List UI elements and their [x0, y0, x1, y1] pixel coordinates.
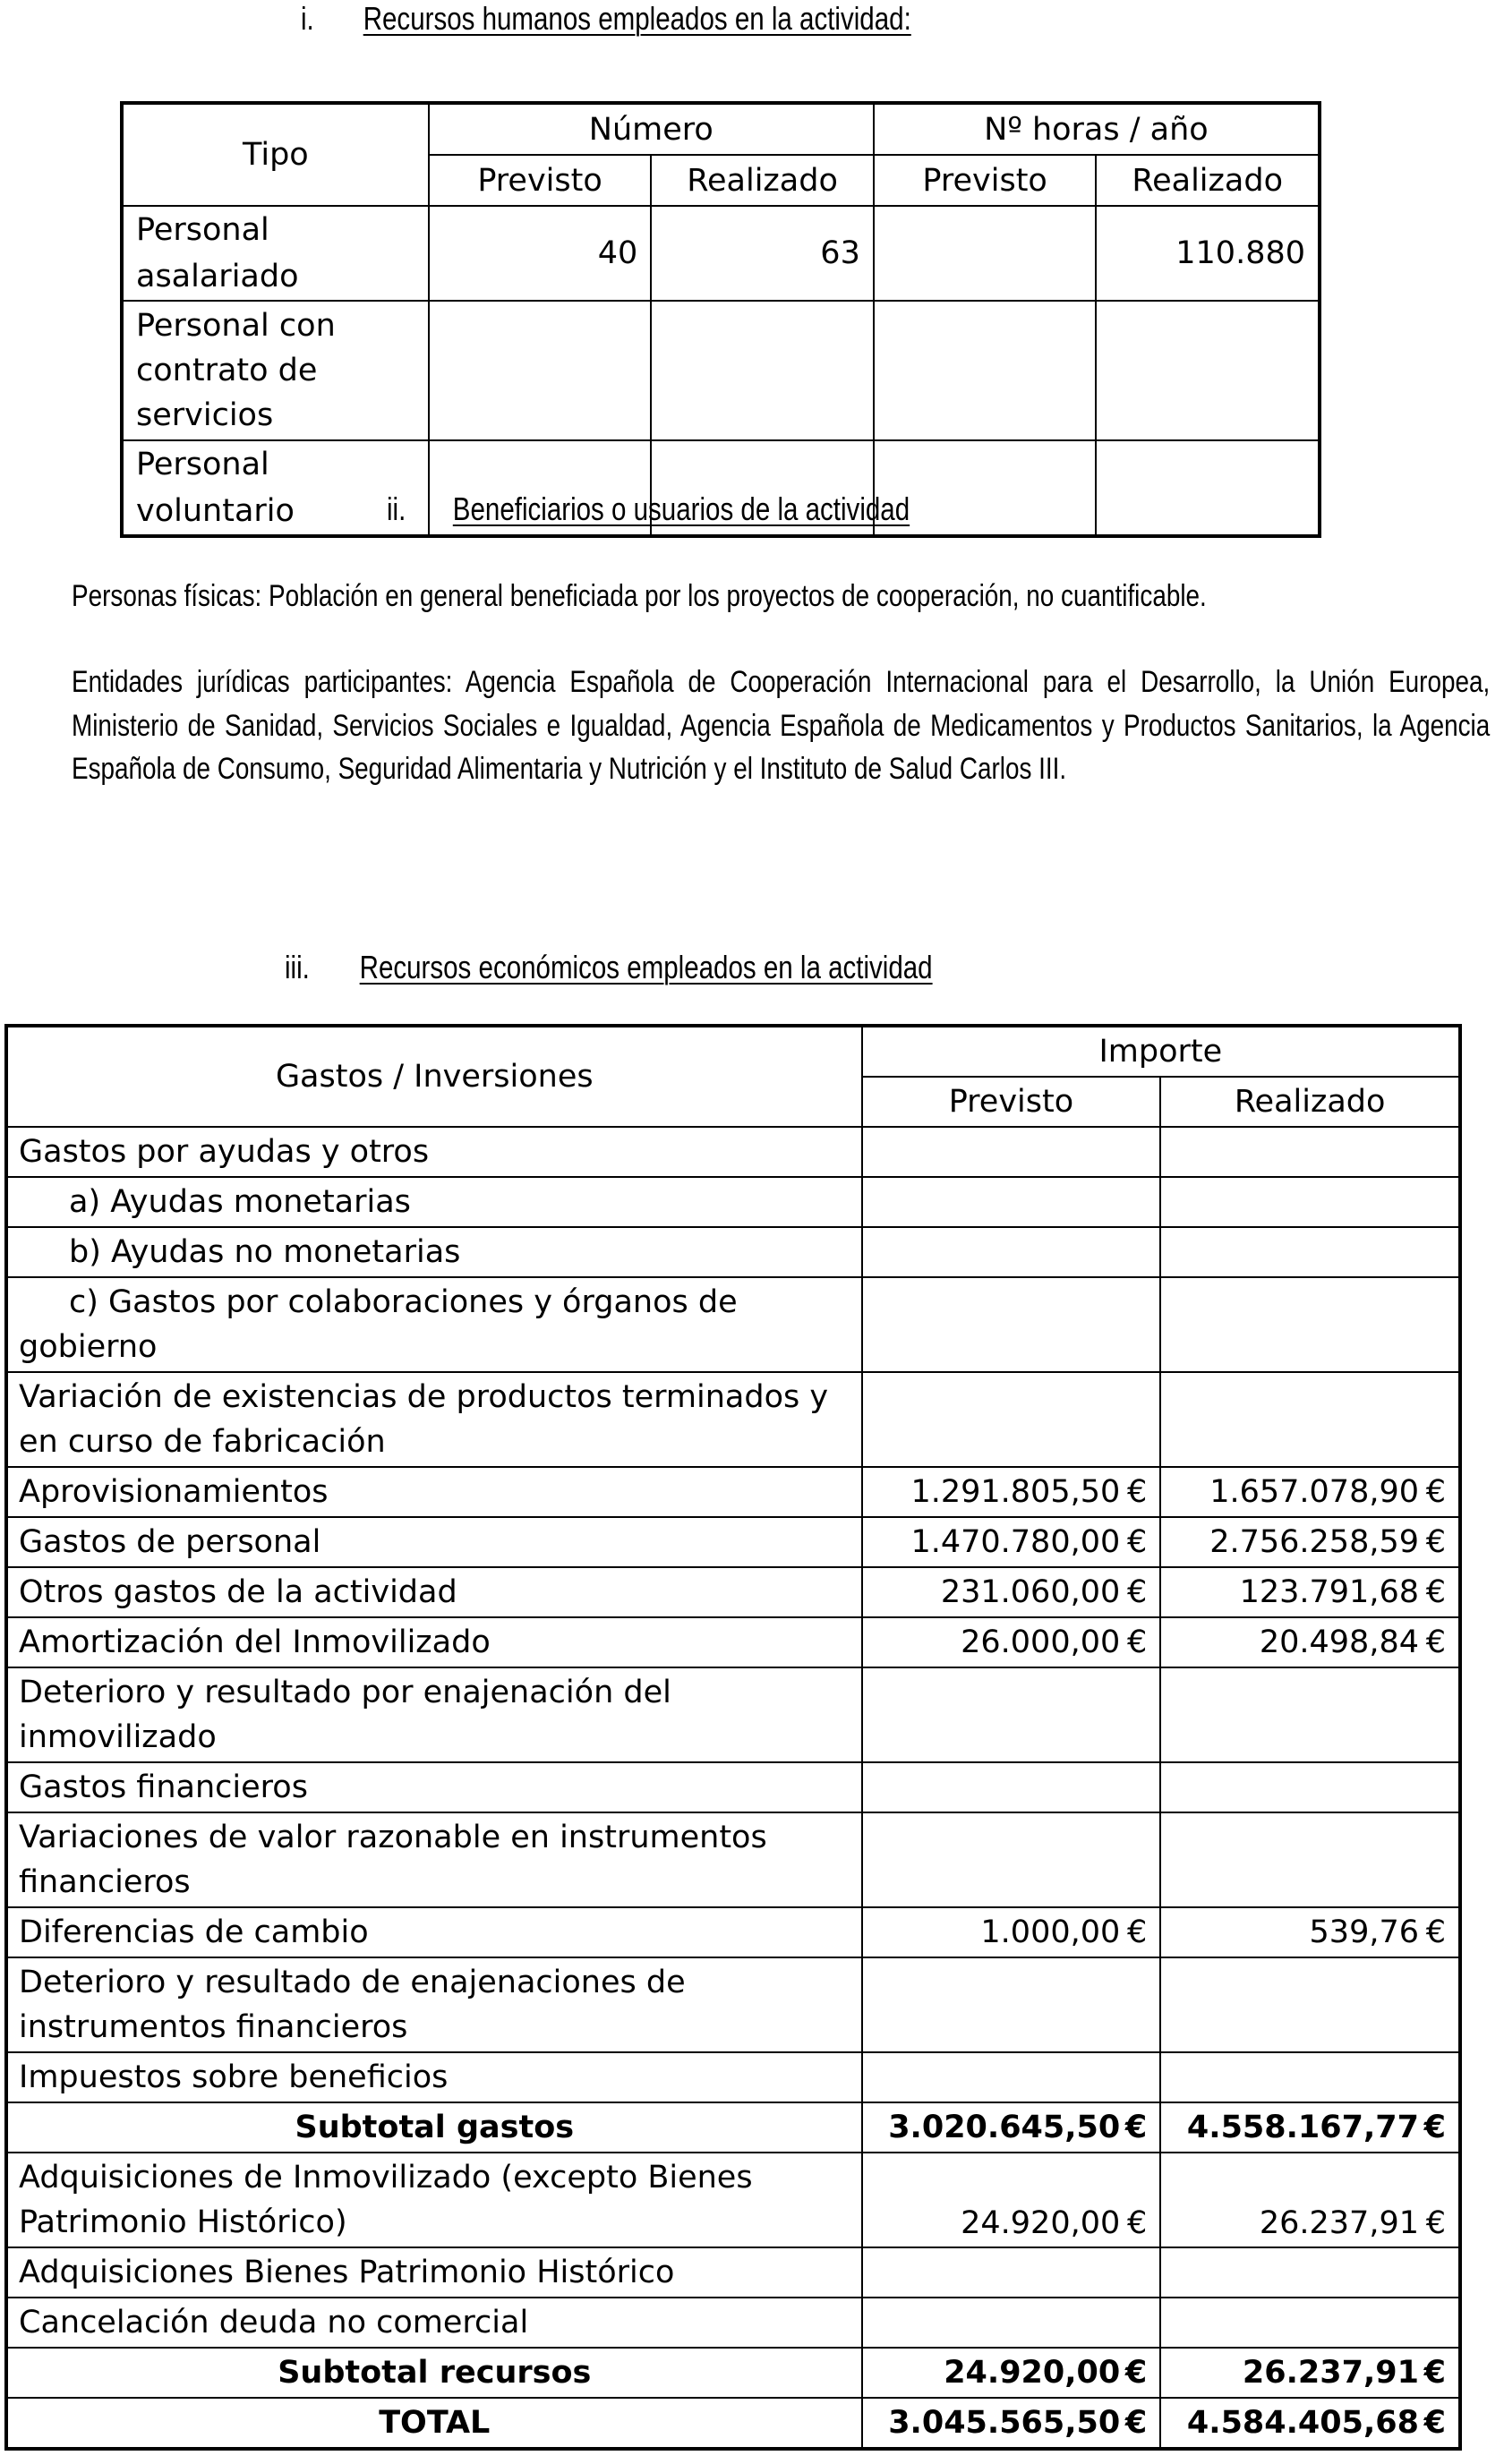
- row-label: TOTAL: [6, 2398, 862, 2449]
- currency-symbol: €: [1126, 1474, 1148, 1510]
- table-row: [6, 1517, 1460, 1567]
- row-label: Adquisiciones de Inmovilizado (excepto Bienes Patrimonio Histórico): [6, 2153, 862, 2247]
- amount-value: 4.584.405,68: [1186, 2405, 1419, 2441]
- row-label: Deterioro y resultado por enajenación del inmovilizado: [6, 1667, 862, 1762]
- cell-realizado: [1160, 1567, 1460, 1617]
- currency-symbol: €: [1425, 1914, 1446, 1950]
- cell-previsto: [862, 2398, 1161, 2449]
- cell-horas-realizado: [1096, 440, 1320, 536]
- amount-value: 123.791,68: [1239, 1574, 1419, 1610]
- amount-value: 26.000,00: [961, 1624, 1121, 1660]
- cell-realizado: [1160, 2348, 1460, 2398]
- cell-num-previsto: 40: [429, 206, 652, 301]
- table-row: [6, 2247, 1460, 2298]
- cell-previsto: [862, 1762, 1161, 1812]
- section-3-title: Recursos económicos empleados en la actividad: [359, 949, 933, 985]
- amount-value: 1.470.780,00: [910, 1524, 1121, 1560]
- currency-symbol: €: [1423, 2110, 1446, 2145]
- cell-realizado: [1160, 2247, 1460, 2298]
- table-row: [6, 1617, 1460, 1667]
- table-row: [6, 1762, 1460, 1812]
- currency-symbol: €: [1124, 2110, 1148, 2145]
- row-label: Subtotal gastos: [6, 2102, 862, 2153]
- section-1-number: i.: [301, 0, 314, 37]
- col-header-gastos: Gastos / Inversiones: [6, 1026, 862, 1127]
- amount-value: 1.657.078,90: [1209, 1474, 1419, 1510]
- table-row: [6, 2102, 1460, 2153]
- currency-symbol: €: [1126, 2205, 1148, 2241]
- row-label: Adquisiciones Bienes Patrimonio Histórico: [6, 2247, 862, 2298]
- cell-previsto: [862, 1277, 1161, 1372]
- cell-realizado: [1160, 1467, 1460, 1517]
- section-1-title: Recursos humanos empleados en la actividad:: [363, 0, 911, 37]
- row-label: Personal con contrato de servicios: [122, 301, 429, 440]
- cell-previsto: [862, 1567, 1161, 1617]
- currency-symbol: €: [1126, 1914, 1148, 1950]
- table-row: [6, 1127, 1460, 1177]
- amount-value: 4.558.167,77: [1186, 2110, 1419, 2145]
- currency-symbol: €: [1423, 2405, 1446, 2441]
- cell-previsto: [862, 2153, 1161, 2247]
- cell-previsto: [862, 1907, 1161, 1957]
- cell-realizado: [1160, 2298, 1460, 2348]
- currency-symbol: €: [1425, 1474, 1446, 1510]
- section-3-heading: [285, 949, 933, 986]
- cell-previsto: [862, 2102, 1161, 2153]
- table-row: [122, 301, 1320, 440]
- row-label: Diferencias de cambio: [6, 1907, 862, 1957]
- cell-previsto: [862, 1667, 1161, 1762]
- amount-value: 3.020.645,50: [888, 2110, 1121, 2145]
- amount-value: 20.498,84: [1259, 1624, 1419, 1660]
- amount-value: 539,76: [1309, 1914, 1419, 1950]
- cell-realizado: [1160, 2153, 1460, 2247]
- table-row: [6, 1907, 1460, 1957]
- row-label: Personal voluntario: [122, 440, 429, 536]
- currency-symbol: €: [1124, 2405, 1148, 2441]
- cell-horas-previsto: [874, 301, 1097, 440]
- cell-realizado: [1160, 1227, 1460, 1277]
- table-row: [6, 2298, 1460, 2348]
- currency-symbol: €: [1126, 1624, 1148, 1660]
- amount-value: 24.920,00: [961, 2205, 1121, 2241]
- table-row: [122, 206, 1320, 301]
- currency-symbol: €: [1425, 1574, 1446, 1610]
- row-label: Gastos financieros: [6, 1762, 862, 1812]
- cell-previsto: [862, 2247, 1161, 2298]
- cell-horas-realizado: [1096, 301, 1320, 440]
- section-1-heading: [301, 0, 911, 38]
- sub-header-numero-realizado: Realizado: [651, 155, 874, 206]
- amount-value: 1.000,00: [980, 1914, 1121, 1950]
- cell-previsto: [862, 1177, 1161, 1227]
- row-label: Personal asalariado: [122, 206, 429, 301]
- cell-previsto: [862, 2298, 1161, 2348]
- table-row: [6, 1372, 1460, 1467]
- beneficiaries-entities-paragraph: [72, 661, 1504, 791]
- table-row: [6, 1812, 1460, 1907]
- col-header-importe: Importe: [862, 1026, 1460, 1077]
- row-label: Variaciones de valor razonable en instrumentos financieros: [6, 1812, 862, 1907]
- row-label: Gastos por ayudas y otros: [6, 1127, 862, 1177]
- cell-realizado: [1160, 1177, 1460, 1227]
- cell-previsto: [862, 1227, 1161, 1277]
- row-label: Amortización del Inmovilizado: [6, 1617, 862, 1667]
- cell-previsto: [862, 2052, 1161, 2102]
- amount-value: 26.237,91: [1242, 2355, 1419, 2391]
- col-header-numero: Número: [429, 103, 874, 155]
- paragraph-text: Entidades jurídicas participantes: Agencia Española de Cooperación Internacional para el Desarrollo, la Unión Europea, Ministerio de Sanidad, Servicios Sociales e Igualdad, Agencia Española de Medicamentos y Productos Sanitarios, la Agencia Española de Consumo, Seguridad Alimentaria y Nutrición y el Instituto de Salud Carlos III.: [72, 665, 1491, 786]
- currency-symbol: €: [1126, 1574, 1148, 1610]
- table-row: [6, 1957, 1460, 2052]
- currency-symbol: €: [1425, 1524, 1446, 1560]
- sub-header-horas-previsto: Previsto: [874, 155, 1097, 206]
- cell-realizado: [1160, 1667, 1460, 1762]
- cell-num-previsto: [429, 301, 652, 440]
- cell-realizado: [1160, 2102, 1460, 2153]
- table-row: [6, 1667, 1460, 1762]
- cell-realizado: [1160, 2398, 1460, 2449]
- row-label: Gastos de personal: [6, 1517, 862, 1567]
- row-label: Impuestos sobre beneficios: [6, 2052, 862, 2102]
- amount-value: 231.060,00: [940, 1574, 1121, 1610]
- cell-previsto: [862, 1467, 1161, 1517]
- table-row: [6, 1177, 1460, 1227]
- paragraph-text: Personas físicas: Población en general beneficiada por los proyectos de cooperación, no cuantificable.: [72, 579, 1207, 613]
- row-label: Subtotal recursos: [6, 2348, 862, 2398]
- currency-symbol: €: [1425, 2205, 1446, 2241]
- cell-realizado: [1160, 1372, 1460, 1467]
- row-label: a) Ayudas monetarias: [6, 1177, 862, 1227]
- row-label: c) Gastos por colaboraciones y órganos de gobierno: [6, 1277, 862, 1372]
- sub-header-numero-previsto: Previsto: [429, 155, 652, 206]
- cell-previsto: [862, 1957, 1161, 2052]
- cell-previsto: [862, 1372, 1161, 1467]
- sub-header-previsto: Previsto: [862, 1077, 1161, 1127]
- row-label: Cancelación deuda no comercial: [6, 2298, 862, 2348]
- table-row: [6, 2153, 1460, 2247]
- economic-resources-table: [4, 1024, 1462, 2451]
- cell-realizado: [1160, 1277, 1460, 1372]
- amount-value: 1.291.805,50: [910, 1474, 1121, 1510]
- table-row: [6, 1567, 1460, 1617]
- cell-realizado: [1160, 1812, 1460, 1907]
- cell-realizado: [1160, 1762, 1460, 1812]
- cell-previsto: [862, 1127, 1161, 1177]
- sub-header-horas-realizado: Realizado: [1096, 155, 1320, 206]
- section-2-number: ii.: [387, 490, 406, 527]
- cell-previsto: [862, 1517, 1161, 1567]
- cell-realizado: [1160, 1127, 1460, 1177]
- section-2-heading: [387, 490, 910, 528]
- currency-symbol: €: [1423, 2355, 1446, 2391]
- economic-table-body: [6, 1127, 1460, 2449]
- table-row: [6, 1277, 1460, 1372]
- col-header-tipo: Tipo: [122, 103, 429, 206]
- cell-previsto: [862, 2348, 1161, 2398]
- currency-symbol: €: [1126, 1524, 1148, 1560]
- cell-realizado: [1160, 1617, 1460, 1667]
- row-label: Deterioro y resultado de enajenaciones de instrumentos financieros: [6, 1957, 862, 2052]
- table-row: [6, 2052, 1460, 2102]
- amount-value: 24.920,00: [944, 2355, 1121, 2391]
- cell-previsto: [862, 1812, 1161, 1907]
- cell-realizado: [1160, 2052, 1460, 2102]
- amount-value: 2.756.258,59: [1209, 1524, 1419, 1560]
- table-row: [6, 2398, 1460, 2449]
- cell-realizado: [1160, 1907, 1460, 1957]
- cell-previsto: [862, 1617, 1161, 1667]
- currency-symbol: €: [1124, 2355, 1148, 2391]
- cell-num-realizado: [651, 301, 874, 440]
- table-row: [6, 2348, 1460, 2398]
- row-label: Aprovisionamientos: [6, 1467, 862, 1517]
- table-row: [6, 1227, 1460, 1277]
- cell-num-realizado: 63: [651, 206, 874, 301]
- row-label: Variación de existencias de productos terminados y en curso de fabricación: [6, 1372, 862, 1467]
- table-row: [6, 1467, 1460, 1517]
- currency-symbol: €: [1425, 1624, 1446, 1660]
- row-label: Otros gastos de la actividad: [6, 1567, 862, 1617]
- section-3-number: iii.: [285, 949, 310, 985]
- row-label: b) Ayudas no monetarias: [6, 1227, 862, 1277]
- section-2-title: Beneficiarios o usuarios de la actividad: [452, 490, 910, 527]
- cell-horas-realizado: 110.880: [1096, 206, 1320, 301]
- sub-header-realizado: Realizado: [1160, 1077, 1460, 1127]
- beneficiaries-individuals-paragraph: [72, 575, 1504, 618]
- col-header-horas: Nº horas / año: [874, 103, 1320, 155]
- amount-value: 26.237,91: [1259, 2205, 1419, 2241]
- cell-horas-previsto: [874, 206, 1097, 301]
- human-resources-table: [120, 101, 1321, 538]
- amount-value: 3.045.565,50: [888, 2405, 1121, 2441]
- cell-realizado: [1160, 1517, 1460, 1567]
- cell-realizado: [1160, 1957, 1460, 2052]
